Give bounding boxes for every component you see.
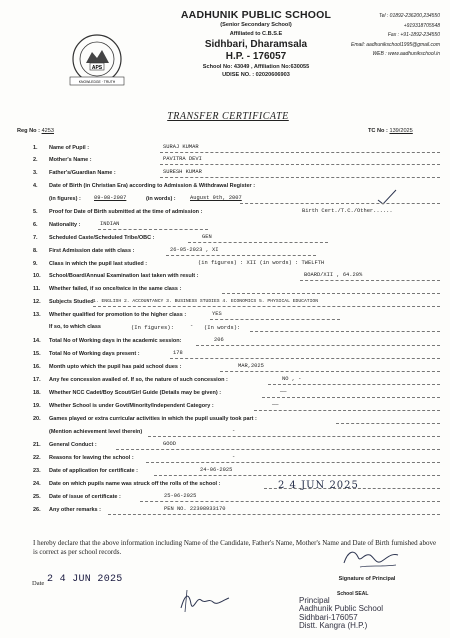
document-title: TRANSFER CERTIFICATE: [167, 111, 289, 122]
issue-date-value: 25-06-2025: [164, 493, 197, 499]
row-days-present: 15. Total No of Working days present : 178: [0, 351, 450, 363]
affiliation: Affiliated to C.B.S.E: [229, 30, 283, 37]
row-application-date: 23. Date of application for certificate : 24-06-2025: [0, 468, 450, 480]
dob-proof-value: Birth Cert./T.C./Other......: [302, 208, 393, 214]
row-working-days: 14. Total No of Working days in the academic session: 206: [0, 338, 450, 350]
row-leaving-reason: 22. Reasons for leaving the school : -: [0, 455, 450, 467]
row-conduct: 21. General Conduct : GOOD: [0, 442, 450, 454]
row-ncc: 18. Whether NCC Cadet/Boy Scout/Girl Guide (Details may be given) : ——: [0, 390, 450, 402]
father-name-value: SURESH KUMAR: [163, 169, 202, 175]
school-state: H.P. - 176057: [225, 50, 287, 62]
nationality-value: INDIAN: [100, 221, 120, 227]
seal-label: School SEAL: [337, 591, 369, 597]
school-name: AADHUNIK PUBLIC SCHOOL: [180, 9, 332, 21]
clerk-signature-icon: [175, 586, 235, 616]
contact-email: Email: aadhunikschool1995@gmail.com: [350, 41, 440, 48]
contact-fax: Fax : +91-1892-234550: [387, 32, 440, 38]
date-stamp: 2 4 JUN 2025: [47, 574, 123, 585]
pupil-name-value: SURAJ KUMAR: [163, 144, 199, 150]
row-fee-concession: 17. Any fee concession availed of. If so, the nature of such concession : NO , -: [0, 377, 450, 389]
fee-concession-value: NO , -: [282, 376, 302, 382]
row-school-category: 19. Whether School is under Govt/Minority/Independent Category : ——: [0, 403, 450, 415]
svg-text:APS: APS: [91, 65, 103, 71]
row-issue-date: 25. Date of issue of certificate : 25-06-2025: [0, 494, 450, 506]
tc-number-value: 139/2025: [389, 128, 413, 134]
tc-number: TC No : 139/2025: [368, 128, 413, 134]
signature-title: Signature of Principal: [338, 576, 396, 582]
category-value: GEN: [202, 234, 212, 240]
contact-web: WEB : www.aadhunikschool.in: [372, 51, 440, 57]
dob-words-value: August 9th, 2007: [190, 195, 242, 201]
ncc-value: ——: [280, 389, 287, 395]
row-promotion: 13. Whether qualified for promotion to the higher class : YES: [0, 312, 450, 324]
row-struck-off: 24. Date on which pupils name was struck off the rolls of the school :: [0, 481, 450, 493]
row-subjects: 12. Subjects Studied 1. ENGLISH 2. ACCOUNTANCY 3. BUSINESS STUDIES 4. ECONOMICS 5. PHYSICAL EDUCATION: [0, 299, 450, 311]
school-logo-icon: [68, 33, 126, 93]
leaving-reason-value: -: [232, 454, 236, 460]
contact-mobile: +919318705548: [403, 22, 440, 29]
principal-signature-icon: [340, 545, 410, 573]
declaration-text: I hereby declare that the above information including Name of the Candidate, Father's Name, Mother's Name and Date of Birth furnished above is correct as per school records.: [33, 539, 437, 556]
row-dob-values: (in figures) : 09-08-2007 (in words) : August 9th, 2007: [0, 196, 450, 208]
date-label: Date: [32, 580, 45, 587]
subjects-value: 1. ENGLISH 2. ACCOUNTANCY 3. BUSINESS STUDIES 4. ECONOMICS 5. PHYSICAL EDUCATION: [93, 299, 319, 304]
row-games: 20. Games played or extra curricular activities in which the pupil usually took part :: [0, 416, 450, 428]
row-category: 7. Scheduled Caste/Scheduled Tribe/OBC : GEN: [0, 235, 450, 247]
row-father-name: 3. Father's/Guardian Name : SURESH KUMAR: [0, 170, 450, 182]
days-present-value: 178: [173, 350, 183, 356]
last-exam-value: BOARD/XII , 64.20%: [304, 272, 363, 278]
row-dob: 4. Date of Birth (in Christian Era) according to Admission & Withdrawal Register :: [33, 183, 256, 189]
last-class-value: (in figures) : XII (in words) : TWELFTH: [198, 260, 325, 266]
school-number: School No: 43049 , Affiliation No:630055: [202, 63, 310, 70]
promotion-value: YES: [212, 311, 222, 317]
udise-number: UDISE NO. : 02020606903: [222, 72, 290, 79]
mother-name-value: PAVITRA DEVI: [163, 156, 202, 162]
first-admission-value: 26-05-2023 , XI: [170, 247, 219, 253]
struck-off-stamp: 2 4 JUN 2025: [278, 480, 359, 491]
reg-number-value: 4253: [41, 128, 55, 134]
school-subtitle: (Senior Secondary School): [220, 22, 292, 28]
application-date-value: 24-06-2025: [200, 467, 233, 473]
remarks-value: PEN NO. 22398933170: [164, 506, 226, 512]
row-pupil-name: 1. Name of Pupil : SURAJ KUMAR: [0, 145, 450, 157]
dues-paid-value: MAR,2025: [238, 363, 264, 369]
row-dues-paid: 16. Month upto which the pupil has paid school dues : MAR,2025: [0, 364, 450, 376]
row-mother-name: 2. Mother's Name : PAVITRA DEVI: [0, 157, 450, 169]
conduct-value: GOOD: [163, 441, 176, 447]
row-failed: 11. Whether failed, if so once/twice in the same class :: [0, 286, 450, 298]
row-last-exam: 10. School/Board/Annual Examination last taken with result : BOARD/XII , 64.20%: [0, 273, 450, 285]
row-dob-proof: 5. Proof for Date of Birth submitted at the time of admission : Birth Cert./T.C./Other......: [33, 208, 393, 215]
row-last-class: 9. Class in which the pupil last studied : (in figures) : XII (in words) : TWELFTH: [33, 260, 325, 267]
dob-figures-value: 09-08-2007: [94, 195, 127, 201]
row-achievement: (Mention achievement level therein) -: [0, 429, 450, 441]
working-days-value: 206: [214, 337, 224, 343]
row-nationality: 6. Nationality : INDIAN: [0, 222, 450, 234]
row-first-admission: 8. First Admission date with class : 26-05-2023 , XI: [0, 248, 450, 260]
principal-stamp: Principal Aadhunik Public School Sidhbari-176057 Distt. Kangra (H.P.): [299, 596, 384, 630]
school-address: Sidhbari, Dharamsala: [204, 38, 308, 50]
svg-text:KNOWLEDGE · TRUTH: KNOWLEDGE · TRUTH: [78, 80, 116, 84]
school-category-value: ——: [272, 402, 279, 408]
row-promotion-class: If so, to which class (In figures): - (In words):: [0, 324, 450, 336]
contact-tel: Tel : 01892-236200,234550: [379, 13, 440, 19]
row-remarks: 26. Any other remarks : PEN NO. 22398933170: [0, 507, 450, 519]
reg-number: Reg No : 4253: [17, 128, 55, 134]
contact-info: [300, 12, 440, 60]
